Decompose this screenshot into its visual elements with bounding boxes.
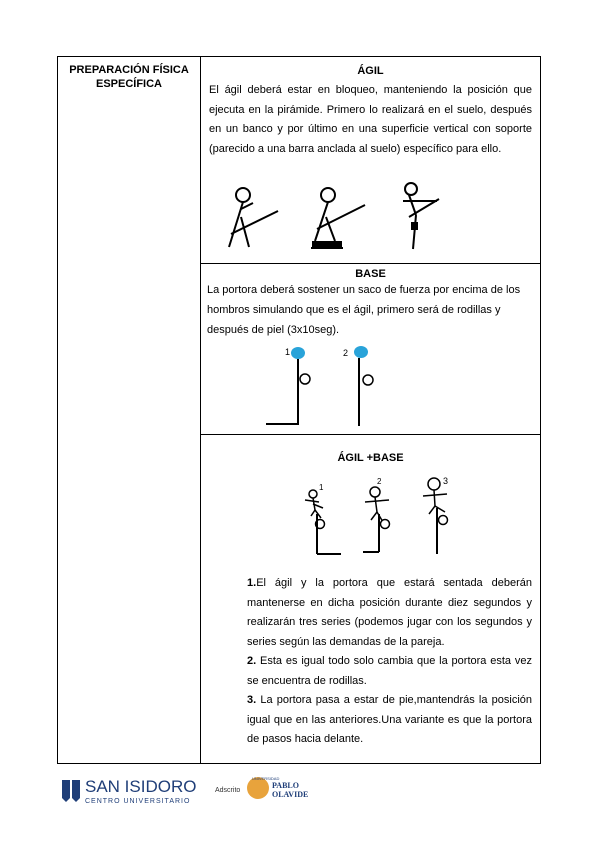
logo-pablo: PABLO [272, 781, 299, 790]
agil-figure-vertical [403, 183, 439, 249]
section-cell [58, 57, 201, 764]
instruction-num-2: 2. [247, 655, 257, 667]
shield-icon [62, 780, 70, 802]
pair-label-2: 2 [377, 477, 382, 486]
agil-title: ÁGIL [357, 65, 384, 77]
base-figure-standing [343, 346, 373, 426]
sandbag-ball-2 [354, 346, 368, 358]
footer [60, 772, 540, 812]
base-figure-kneeling [266, 347, 310, 424]
base-fig-label-1: 1 [285, 347, 291, 357]
base-fig-label-2: 2 [343, 348, 349, 358]
agil-base-figures [301, 472, 501, 568]
instruction-item-2 [247, 652, 532, 691]
base-figures [263, 344, 463, 434]
instruction-num-1: 1. [247, 577, 257, 589]
logo-centro: CENTRO UNIVERSITARIO [85, 798, 191, 805]
agil-figures [213, 179, 553, 259]
footer-logos [60, 772, 540, 812]
instruction-text-2: Esta es igual todo solo cambia que la portora esta vez se encuentra de rodillas. [247, 655, 532, 687]
agil-base-cell [201, 435, 541, 764]
logo-universidad: UNIVERSIDAD [252, 776, 280, 781]
pair-figure-standing [423, 476, 448, 554]
base-title: BASE [355, 268, 386, 280]
instruction-text-1: El ágil y la portora que estará sentada deberán mantenerse en dicha posición durante diez segundos y realizarán tres series (podemos jugar con los segundos y series según las demandas de la pareja. [247, 577, 532, 648]
instruction-item-1 [247, 574, 532, 652]
sandbag-ball-1 [291, 347, 305, 359]
adscrito-label: Adscrito [215, 787, 241, 794]
pair-figure-kneeling [363, 477, 390, 552]
section-title: PREPARACIÓN FÍSICA ESPECÍFICA [69, 64, 189, 90]
instructions-list [201, 574, 540, 750]
exercise-table [57, 56, 541, 764]
instruction-num-3: 3. [247, 694, 257, 706]
agil-text: El ágil deberá estar en bloqueo, manteniendo la posición que ejecuta en la pirámide. Primero lo realizará en el suelo, después en un banco y por último en una superficie vertical con soporte (parecido a una barra anclada al suelo) específico para ello. [209, 84, 532, 155]
instruction-item-3 [247, 691, 532, 750]
agil-base-title: ÁGIL +BASE [337, 452, 404, 464]
agil-figure-floor [229, 188, 278, 247]
agil-figure-bench [311, 188, 365, 248]
logo-san-isidoro: SAN ISIDORO [85, 777, 197, 796]
san-isidoro-logo [62, 777, 196, 805]
agil-cell [201, 57, 541, 264]
base-cell [201, 264, 541, 435]
pablo-olavide-logo [247, 776, 308, 799]
logo-olavide: OLAVIDE [272, 790, 309, 799]
pair-figure-seated [305, 483, 341, 554]
pair-label-3: 3 [443, 476, 449, 486]
base-text: La portora deberá sostener un saco de fuerza por encima de los hombros simulando que es el ágil, primero será de rodillas y después de piel (3x10seg). [207, 284, 521, 336]
pair-label-1: 1 [319, 483, 324, 492]
instruction-text-3: La portora pasa a estar de pie,mantendrás la posición igual que en las anteriores.Una variante es que la portora de pasos hacia delante. [247, 694, 532, 745]
